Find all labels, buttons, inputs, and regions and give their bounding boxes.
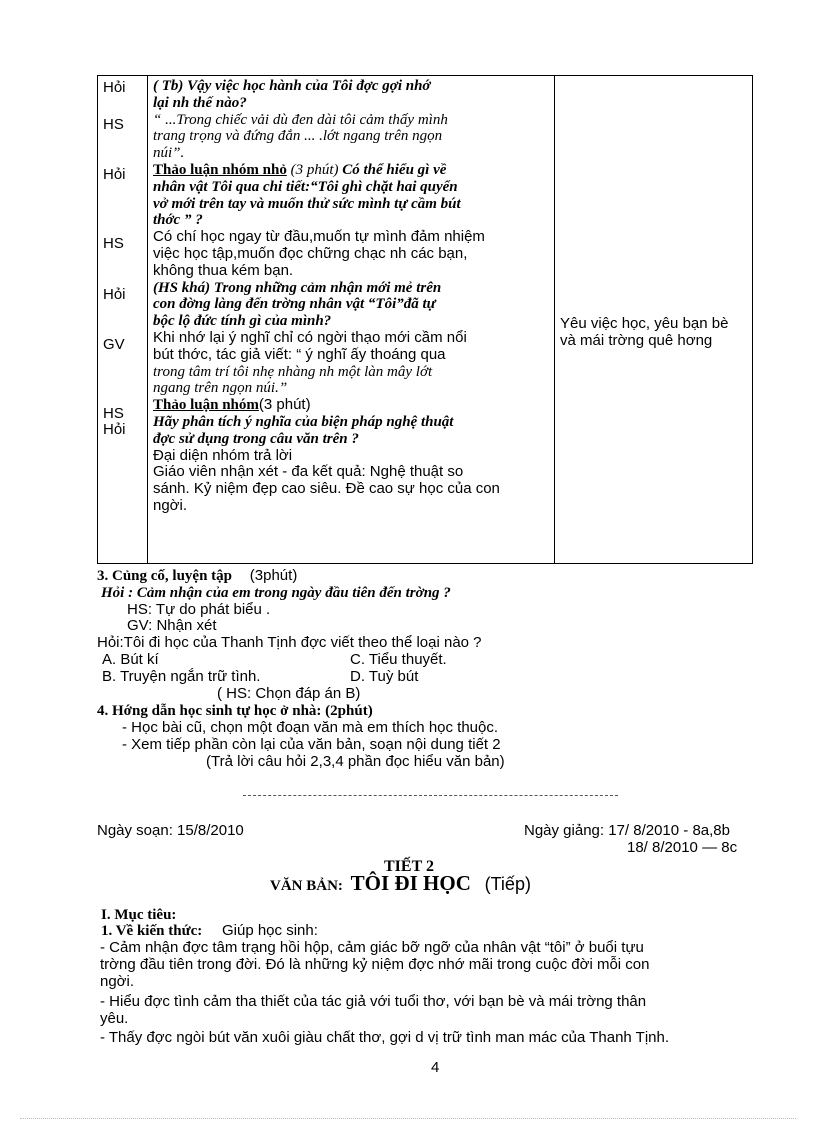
discussion-question: thớc ” ? bbox=[153, 212, 203, 229]
genre-question: Hỏi:Tôi đi học của Thanh Tịnh đợc viết theo thể loại nào ? bbox=[97, 634, 482, 651]
answer-4: sánh. Kỷ niệm đẹp cao siêu. Đề cao sự học của con bbox=[153, 480, 500, 498]
role-label: Hỏi bbox=[103, 79, 126, 96]
objective-line: - Cảm nhận đợc tâm trạng hồi hộp, cảm giác bỡ ngỡ của nhân vật “tôi” ở buổi tựu bbox=[100, 939, 644, 956]
homework-item: - Học bài cũ, chọn một đoạn văn mà em thích học thuộc. bbox=[122, 719, 499, 736]
section-3-title-row bbox=[97, 568, 297, 585]
option-a: A. Bút kí bbox=[102, 651, 159, 668]
teacher-explanation: bút thớc, tác giả viết: “ ý nghĩ ấy thoáng qua bbox=[153, 345, 446, 363]
answer-2: việc học tập,muốn đọc chững chạc nh các bạn, bbox=[153, 244, 468, 262]
content-column bbox=[153, 78, 553, 515]
note-text: và mái trờng quê hơng bbox=[560, 331, 713, 349]
question-4: Hãy phân tích ý nghĩa của biện pháp nghệ thuật bbox=[153, 413, 454, 430]
text-label: VĂN BẢN: bbox=[270, 878, 343, 894]
page-number: 4 bbox=[431, 1059, 440, 1076]
note-text: Yêu việc học, yêu bạn bè bbox=[560, 315, 729, 332]
answer-1: trang trọng và đứng đắn ... .lớt ngang trên ngọn bbox=[153, 128, 443, 145]
objective-line: - Hiểu đợc tình cảm tha thiết của tác giả với tuổi thơ, với bạn bè và mái trờng thân bbox=[100, 993, 647, 1011]
objectives-title: I. Mục tiêu: bbox=[101, 907, 177, 923]
discussion-time: (3 phút) bbox=[286, 161, 339, 178]
section-separator bbox=[243, 795, 618, 796]
homework-item: (Trả lời câu hỏi 2,3,4 phần đọc hiểu văn bản) bbox=[206, 753, 505, 770]
section-3-question bbox=[101, 585, 451, 602]
objective-line: trờng đầu tiên trong đời. Đó là những kỷ niệm đợc nhớ mãi trong cuộc đời mỗi con bbox=[100, 955, 650, 973]
answer-2: Có chí học ngay từ đầu,muốn tự mình đảm nhiệm bbox=[153, 228, 485, 246]
section-3-title: 3. Củng cố, luyện tập bbox=[97, 568, 233, 584]
knowledge-row bbox=[101, 923, 318, 940]
objective-paragraph bbox=[100, 940, 790, 1047]
objective-line: ngời. bbox=[100, 972, 135, 990]
role-label: Hỏi bbox=[103, 166, 126, 183]
discussion-question: nhân vật Tôi qua chi tiết:“Tôi ghì chặt hai quyển bbox=[153, 178, 458, 195]
question-3: con đờng làng đến trờng nhân vật “Tôi”đã tự bbox=[153, 296, 436, 313]
knowledge-intro: Giúp học sinh: bbox=[221, 922, 318, 939]
table-divider-1 bbox=[147, 76, 148, 563]
question-3: (HS khá) Trong những cảm nhận mới mẻ trên bbox=[153, 279, 442, 296]
answer-2: không thua kém bạn. bbox=[153, 261, 294, 279]
homework-item: - Xem tiếp phần còn lại của văn bản, soạn nội dung tiết 2 bbox=[122, 736, 501, 753]
answer-4: ngời. bbox=[153, 496, 188, 514]
discussion-time: (3 phút) bbox=[258, 396, 311, 414]
question-3: bộc lộ đức tính gì của mình? bbox=[153, 313, 332, 330]
section-4-title: 4. Hớng dẫn học sinh tự học ở nhà: (2phút) bbox=[97, 703, 373, 719]
notes-column bbox=[560, 316, 750, 350]
answer-1: núi”. bbox=[153, 145, 185, 162]
teacher-explanation: ngang trên ngọn núi.” bbox=[153, 380, 288, 397]
lesson-number: TIẾT 2 bbox=[384, 858, 434, 875]
role-label: HS bbox=[103, 235, 124, 252]
knowledge-label: 1. Về kiến thức: bbox=[101, 923, 203, 939]
discussion-question: vở mới trên tay và muốn thử sức mình tự cầm bút bbox=[153, 195, 461, 212]
question-1: lại nh thế nào? bbox=[153, 94, 247, 111]
question-1: ( Tb) Vậy việc học hành của Tôi đợc gợi nhớ bbox=[153, 78, 431, 94]
discussion-title: Thảo luận nhóm nhỏ bbox=[153, 161, 287, 178]
teaching-date: Ngày giảng: 17/ 8/2010 - 8a,8b bbox=[524, 822, 730, 839]
option-d: D. Tuỳ bút bbox=[350, 668, 419, 685]
answer-4: Đại diện nhóm trả lời bbox=[153, 446, 293, 464]
preparation-date: Ngày soạn: 15/8/2010 bbox=[97, 822, 244, 839]
answer-4: Giáo viên nhận xét - đa kết quả: Nghệ thuật so bbox=[153, 463, 464, 481]
section-3-time: (3phút) bbox=[249, 567, 298, 584]
question-text: Cảm nhận của em trong ngày đầu tiên đến trờng ? bbox=[136, 585, 451, 601]
lesson-table bbox=[97, 75, 753, 564]
gv-response: GV: Nhận xét bbox=[127, 617, 217, 634]
question-label: Hỏi : bbox=[101, 585, 137, 601]
lesson-title-row bbox=[270, 872, 531, 896]
objective-line: yêu. bbox=[100, 1010, 129, 1028]
text-title: TÔI ĐI HỌC bbox=[350, 871, 471, 895]
teacher-explanation: trong tâm trí tôi nhẹ nhàng nh một làn mây lớt bbox=[153, 363, 433, 380]
hs-response: HS: Tự do phát biểu . bbox=[127, 601, 271, 618]
answer-1: “ ...Trong chiếc vải dù đen dài tôi cảm thấy mình bbox=[153, 111, 448, 128]
discussion-question: Có thể hiểu gì về bbox=[338, 161, 447, 178]
continued-label: (Tiếp) bbox=[484, 874, 531, 894]
option-c: C. Tiểu thuyết. bbox=[350, 651, 447, 668]
answer-note: ( HS: Chọn đáp án B) bbox=[217, 685, 361, 702]
table-divider-2 bbox=[554, 76, 555, 563]
question-4: đợc sử dụng trong câu văn trên ? bbox=[153, 430, 359, 447]
page-edge bbox=[20, 1118, 796, 1119]
role-label: Hỏi bbox=[103, 286, 126, 303]
option-b: B. Truyện ngắn trữ tình. bbox=[102, 668, 261, 685]
discussion-title: Thảo luận nhóm bbox=[153, 397, 259, 414]
role-label: Hỏi bbox=[103, 421, 126, 438]
teaching-date: 18/ 8/2010 — 8c bbox=[627, 839, 738, 856]
role-label: HS bbox=[103, 405, 124, 422]
role-label: HS bbox=[103, 116, 124, 133]
role-label: GV bbox=[103, 336, 125, 353]
objective-line: - Thấy đợc ngòi bút văn xuôi giàu chất thơ, gợi d vị trữ tình man mác của Thanh Tịnh. bbox=[100, 1028, 670, 1046]
teacher-explanation: Khi nhớ lại ý nghĩ chỉ có ngời thạo mới cầm nổi bbox=[153, 328, 467, 346]
